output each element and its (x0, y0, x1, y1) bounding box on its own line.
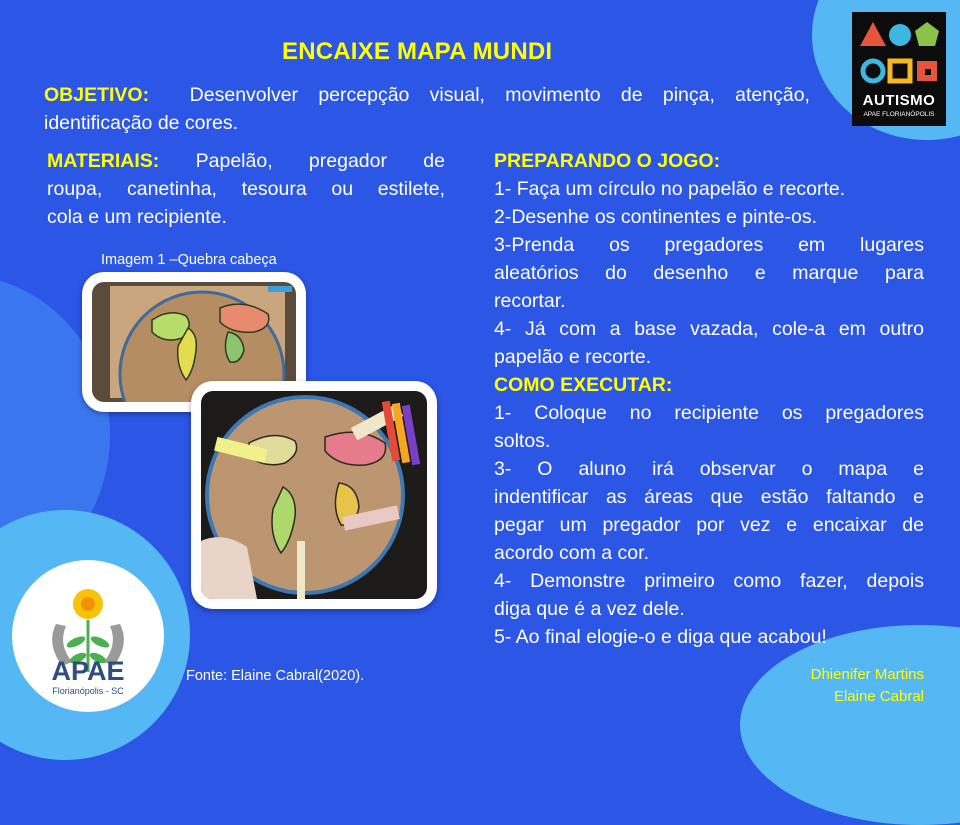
instructions-column (494, 147, 924, 651)
autismo-logo-name: AUTISMO (862, 92, 936, 109)
objective-line-1 (44, 81, 810, 109)
materials-line2: roupa, canetinha, tesoura ou estilete, (47, 178, 445, 200)
materials-line1-rest: Papelão, pregador de (195, 150, 445, 172)
howto-line-4: indentificar as áreas que estão faltando e (494, 486, 924, 508)
apae-logo-sub: Florianópolis - SC (52, 686, 124, 696)
howto-line-1: 1- Coloque no recipiente os pregadores (494, 402, 924, 424)
author-1: Dhienifer Martins (810, 666, 924, 683)
preparing-line-4: aleatórios do desenho e marque para (494, 262, 924, 284)
preparing-line-5: recortar. (494, 290, 566, 312)
apae-logo (12, 560, 164, 712)
preparing-heading: PREPARANDO O JOGO: (494, 150, 721, 172)
decorative-blob-bottom-right (740, 625, 960, 825)
preparing-line-1: 1- Faça um círculo no papelão e recorte. (494, 178, 846, 200)
materials-line3: cola e um recipiente. (47, 206, 227, 228)
howto-heading: COMO EXECUTAR: (494, 374, 673, 396)
preparing-line-7: papelão e recorte. (494, 346, 652, 368)
materials-line-1 (47, 147, 445, 175)
objective-line2: identificação de cores. (44, 112, 239, 134)
objective-line1: Desenvolver percepção visual, movimento de pinça, atenção, (189, 84, 810, 106)
materials-label: MATERIAIS: (47, 150, 160, 172)
preparing-line-2: 2-Desenhe os continentes e pinte-os. (494, 206, 818, 228)
photo-puzzle-2 (191, 381, 437, 609)
howto-line-2: soltos. (494, 430, 551, 452)
photo-puzzle-2-image (201, 391, 427, 599)
autismo-logo-sub: APAE FLORIANÓPOLIS (863, 111, 935, 118)
apae-logo-name: APAE (51, 656, 125, 686)
materials-text (47, 147, 445, 231)
preparing-line-3: 3-Prenda os pregadores em lugares (494, 234, 924, 256)
howto-line-9: 5- Ao final elogie-o e diga que acabou! (494, 626, 827, 648)
howto-line-6: acordo com a cor. (494, 542, 649, 564)
page-title: ENCAIXE MAPA MUNDI (282, 38, 553, 65)
image-caption: Imagem 1 –Quebra cabeça (101, 252, 277, 268)
objective-label: OBJETIVO: (44, 84, 150, 106)
autismo-logo (852, 12, 946, 126)
puzzle-photo-2-illustration (201, 391, 427, 599)
image-source: Fonte: Elaine Cabral(2020). (186, 668, 365, 684)
objective-text (44, 81, 810, 137)
authors (811, 664, 924, 708)
howto-line-3: 3- O aluno irá observar o mapa e (494, 458, 924, 480)
howto-line-8: diga que é a vez dele. (494, 598, 685, 620)
author-2: Elaine Cabral (833, 688, 924, 705)
preparing-line-6: 4- Já com a base vazada, cole-a em outro (494, 318, 924, 340)
howto-line-7: 4- Demonstre primeiro como fazer, depois (494, 570, 924, 592)
howto-line-5: pegar um pregador por vez e encaixar de (494, 514, 924, 536)
